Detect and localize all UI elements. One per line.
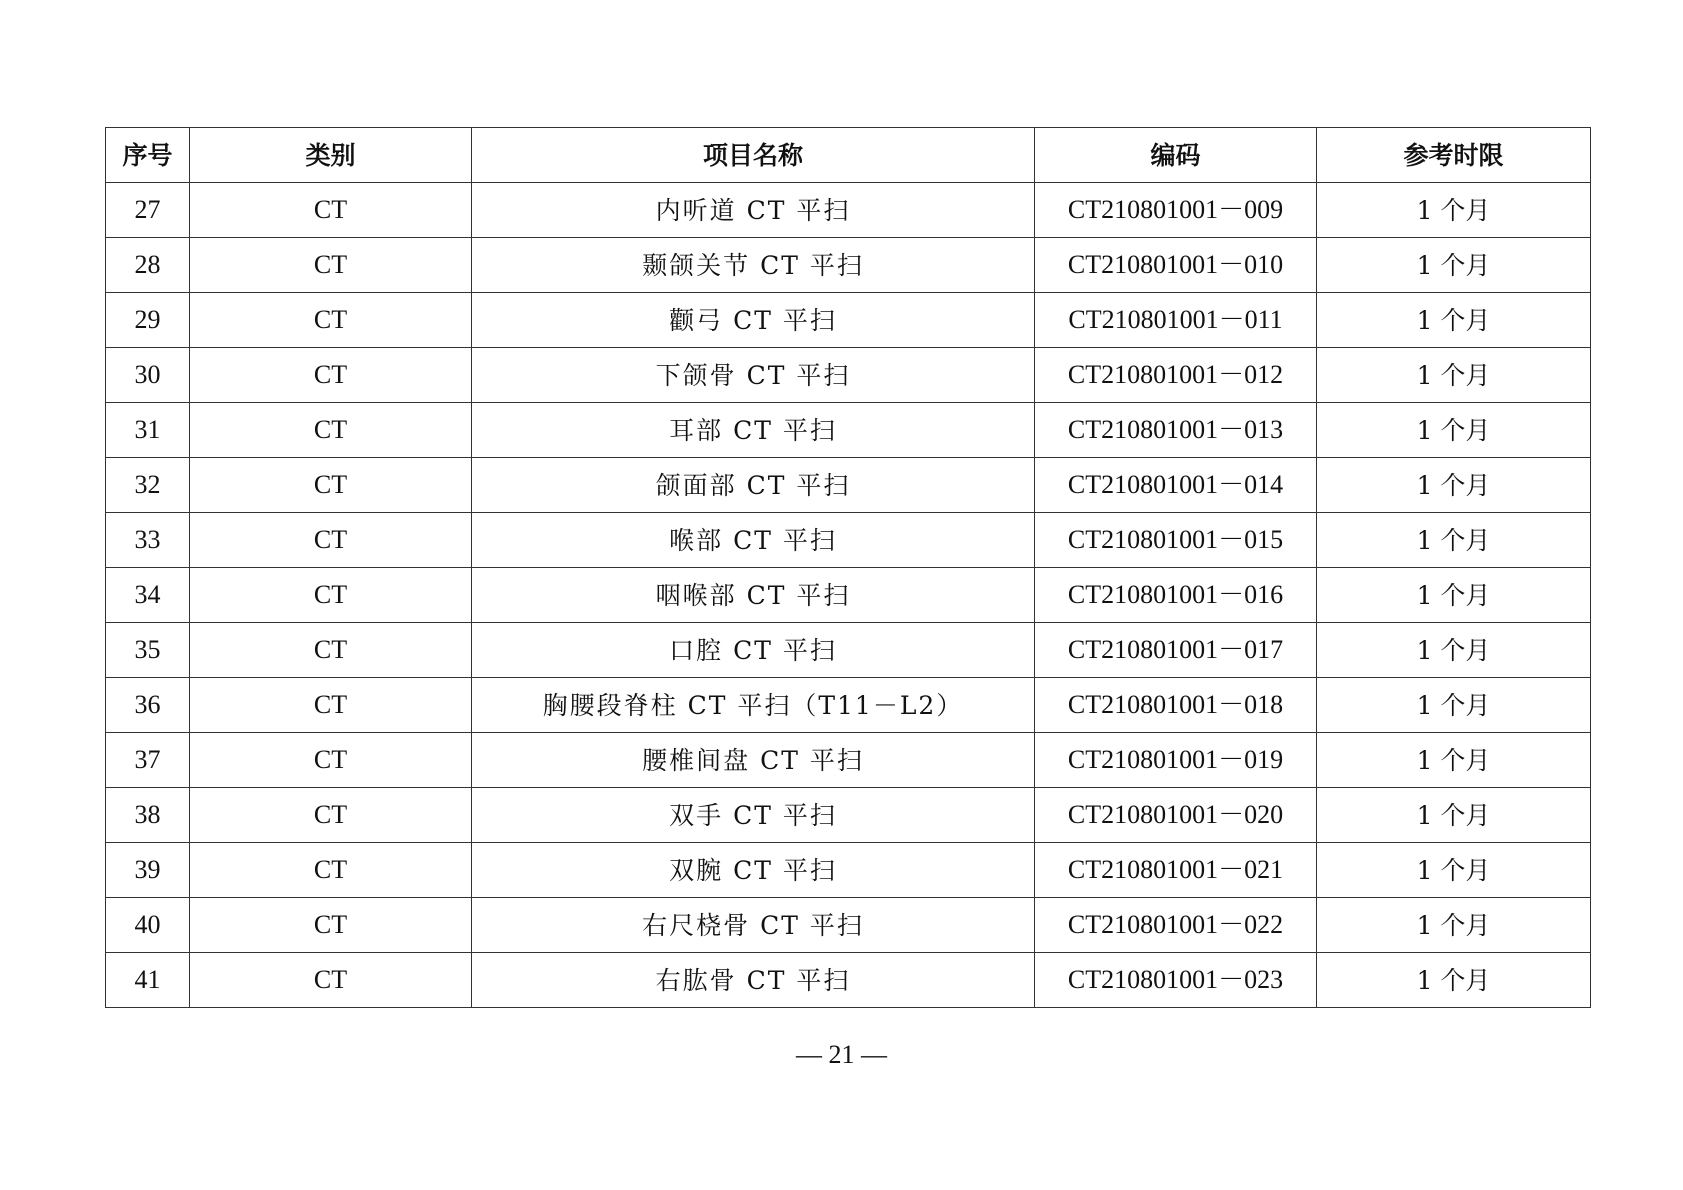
cell-seq: 36 <box>106 678 190 733</box>
cell-category: CT <box>190 293 472 348</box>
cell-seq: 35 <box>106 623 190 678</box>
header-category: 类别 <box>190 128 472 183</box>
cell-code: CT210801001－018 <box>1035 678 1317 733</box>
cell-code: CT210801001－017 <box>1035 623 1317 678</box>
table-row <box>106 623 1591 678</box>
cell-category: CT <box>190 898 472 953</box>
cell-time-limit: 1 个月 <box>1317 183 1591 238</box>
table-row <box>106 238 1591 293</box>
cell-time-limit: 1 个月 <box>1317 733 1591 788</box>
item-table-container <box>105 127 1590 1008</box>
cell-time-limit: 1 个月 <box>1317 623 1591 678</box>
cell-seq: 27 <box>106 183 190 238</box>
cell-code: CT210801001－014 <box>1035 458 1317 513</box>
cell-seq: 41 <box>106 953 190 1008</box>
table-row <box>106 458 1591 513</box>
cell-item-name: 喉部 CT 平扫 <box>472 513 1035 568</box>
cell-item-name: 颧弓 CT 平扫 <box>472 293 1035 348</box>
cell-item-name: 咽喉部 CT 平扫 <box>472 568 1035 623</box>
table-row <box>106 293 1591 348</box>
cell-seq: 33 <box>106 513 190 568</box>
cell-code: CT210801001－020 <box>1035 788 1317 843</box>
cell-code: CT210801001－019 <box>1035 733 1317 788</box>
header-item-name: 项目名称 <box>472 128 1035 183</box>
table-row <box>106 733 1591 788</box>
table-row <box>106 403 1591 458</box>
cell-item-name: 右肱骨 CT 平扫 <box>472 953 1035 1008</box>
cell-item-name: 胸腰段脊柱 CT 平扫（T11－L2） <box>472 678 1035 733</box>
cell-category: CT <box>190 953 472 1008</box>
cell-category: CT <box>190 843 472 898</box>
cell-seq: 32 <box>106 458 190 513</box>
cell-item-name: 双手 CT 平扫 <box>472 788 1035 843</box>
cell-item-name: 下颌骨 CT 平扫 <box>472 348 1035 403</box>
cell-item-name: 内听道 CT 平扫 <box>472 183 1035 238</box>
cell-code: CT210801001－012 <box>1035 348 1317 403</box>
cell-seq: 40 <box>106 898 190 953</box>
header-time-limit: 参考时限 <box>1317 128 1591 183</box>
cell-time-limit: 1 个月 <box>1317 513 1591 568</box>
cell-seq: 29 <box>106 293 190 348</box>
cell-category: CT <box>190 348 472 403</box>
cell-time-limit: 1 个月 <box>1317 678 1591 733</box>
cell-time-limit: 1 个月 <box>1317 403 1591 458</box>
cell-category: CT <box>190 568 472 623</box>
cell-category: CT <box>190 513 472 568</box>
page-number: — 21 — <box>796 1040 887 1069</box>
cell-seq: 28 <box>106 238 190 293</box>
cell-item-name: 颞颌关节 CT 平扫 <box>472 238 1035 293</box>
cell-code: CT210801001－015 <box>1035 513 1317 568</box>
cell-category: CT <box>190 733 472 788</box>
cell-code: CT210801001－016 <box>1035 568 1317 623</box>
cell-category: CT <box>190 788 472 843</box>
cell-item-name: 耳部 CT 平扫 <box>472 403 1035 458</box>
cell-category: CT <box>190 623 472 678</box>
cell-item-name: 颌面部 CT 平扫 <box>472 458 1035 513</box>
cell-code: CT210801001－011 <box>1035 293 1317 348</box>
table-row <box>106 568 1591 623</box>
cell-time-limit: 1 个月 <box>1317 458 1591 513</box>
cell-time-limit: 1 个月 <box>1317 348 1591 403</box>
cell-time-limit: 1 个月 <box>1317 568 1591 623</box>
cell-time-limit: 1 个月 <box>1317 898 1591 953</box>
table-row <box>106 348 1591 403</box>
cell-code: CT210801001－021 <box>1035 843 1317 898</box>
table-row <box>106 513 1591 568</box>
cell-seq: 39 <box>106 843 190 898</box>
cell-item-name: 腰椎间盘 CT 平扫 <box>472 733 1035 788</box>
cell-category: CT <box>190 678 472 733</box>
cell-item-name: 右尺桡骨 CT 平扫 <box>472 898 1035 953</box>
cell-code: CT210801001－022 <box>1035 898 1317 953</box>
cell-category: CT <box>190 238 472 293</box>
header-code: 编码 <box>1035 128 1317 183</box>
cell-category: CT <box>190 403 472 458</box>
cell-item-name: 口腔 CT 平扫 <box>472 623 1035 678</box>
cell-time-limit: 1 个月 <box>1317 843 1591 898</box>
table-row <box>106 788 1591 843</box>
cell-seq: 30 <box>106 348 190 403</box>
header-seq: 序号 <box>106 128 190 183</box>
table-row <box>106 953 1591 1008</box>
cell-item-name: 双腕 CT 平扫 <box>472 843 1035 898</box>
cell-time-limit: 1 个月 <box>1317 788 1591 843</box>
table-header-row <box>106 128 1591 183</box>
cell-code: CT210801001－010 <box>1035 238 1317 293</box>
table-row <box>106 898 1591 953</box>
table-body <box>106 183 1591 1008</box>
cell-code: CT210801001－009 <box>1035 183 1317 238</box>
cell-seq: 38 <box>106 788 190 843</box>
cell-code: CT210801001－013 <box>1035 403 1317 458</box>
cell-seq: 34 <box>106 568 190 623</box>
table-row <box>106 843 1591 898</box>
cell-code: CT210801001－023 <box>1035 953 1317 1008</box>
table-row <box>106 183 1591 238</box>
cell-category: CT <box>190 183 472 238</box>
cell-time-limit: 1 个月 <box>1317 238 1591 293</box>
table-row <box>106 678 1591 733</box>
cell-seq: 37 <box>106 733 190 788</box>
item-table <box>105 127 1591 1008</box>
cell-seq: 31 <box>106 403 190 458</box>
cell-time-limit: 1 个月 <box>1317 953 1591 1008</box>
cell-time-limit: 1 个月 <box>1317 293 1591 348</box>
cell-category: CT <box>190 458 472 513</box>
